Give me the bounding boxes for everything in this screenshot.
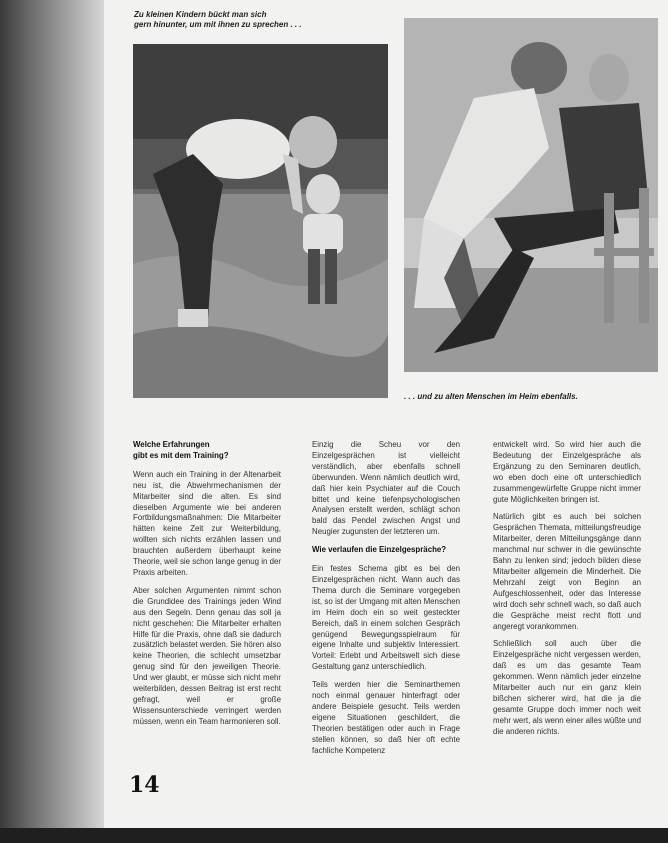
top-caption-line-2: gern hinunter, um mit ihnen zu sprechen . . . (134, 20, 302, 29)
section-heading-training-line-2: gibt es mit dem Training? (133, 450, 229, 460)
photo-woman-with-child (133, 44, 388, 398)
top-caption-line-1: Zu kleinen Kindern bückt man sich (134, 10, 267, 19)
paragraph: Schließlich soll auch über die Einzelgespräche nicht vergessen werden, daß es um das gesamte Team gekommen. Wenn nämlich jeder einzelne Mitarbeiter auch nur ein ganz klein bißchen sicherer wird, hat die ja die gesamte Gruppe doch immer noch weit mehr wert, als wenn einer alles wüßte und die anderen nichts. (493, 639, 641, 736)
section-heading-training-line-1: Welche Erfahrungen (133, 440, 210, 449)
paragraph: entwickelt wird. So wird hier auch die Bedeutung der Einzelgespräche als Ergänzung zu den Seminaren deutlich, wo eben doch eine oft unterschiedlich zusammengewürfelte Gruppe nicht immer gute Möglichkeiten bringen ist. (493, 440, 641, 504)
text-column-1 (133, 440, 281, 735)
photo-caregiver-with-elderly-man-illustration (404, 18, 658, 372)
paragraph: Ein festes Schema gibt es bei den Einzelgesprächen nicht. Wann auch das Thema durch die Seminare vorgegeben ist, so ist der Umgang mit alten Menschen im Heim doch ein so weit gesteckter Bereich, daß in einem solchen Gespräch genügend Bewegungsspielraum für eigene Inhalte und subjektiv Interessiert. Vorteil: Erlebt und Arbeitswelt sich diese Gestaltung ganz unterschiedlich. (312, 564, 460, 672)
section-heading-einzelgespraeche: Wie verlaufen die Einzelgespräche? (312, 545, 447, 555)
paragraph: Natürlich gibt es auch bei solchen Gesprächen Themata, mitteilungsfreudige Mitarbeiter, deren Mitteilungsgänge dann manchmal nur schwer in die gewünschte Bahn zu lenken sind; jedoch bilden diese Mitarbeiter allgemein die Minderheit. Die Mehrzahl zeigt von Beginn an Aufgeschlossenheit, oder das Interesse wird doch sehr schnell wach, so daß auch die Gespräche meist recht flott und angeregt vorankommen. (493, 512, 641, 631)
text-column-3 (493, 440, 641, 745)
photo-woman-with-child-illustration (133, 44, 388, 398)
section-heading-training (133, 440, 281, 462)
text-column-2 (312, 440, 460, 763)
page-number: 14 (129, 772, 160, 798)
top-caption (134, 10, 302, 30)
paragraph: Einzig die Scheu vor den Einzelgesprächen ist vielleicht verständlich, aber ebenfalls schnell überwunden. Wenn nämlich deutlich wird, daß hier kein Psychiater auf die Couch bittet und keine tiefenpsychologischen Analysen erstellt werden, schlägt schon bald das Pendel zwischen Angst und Neugier zugunsten der letzteren um. (312, 440, 460, 537)
scanner-shadow-left (0, 0, 104, 843)
paragraph: Wenn auch ein Training in der Altenarbeit neu ist, die Abwehrmechanismen der Mitarbeiter sind die alten. Es sind dieselben Argumente wie bei anderen Fortbildungsmaßnahmen: Die Mitarbeiter hätten keine Zeit zur Weiterbildung, wollten sich nichts erzählen lassen und brauchten außerdem überhaupt keine Theorie, weil sie schon lange genug in der Praxis arbeiten. (133, 469, 281, 577)
paragraph: Aber solchen Argumenten nimmt schon die Grundidee des Trainings jeden Wind aus den Segeln. Denn genau das soll ja nicht geschehen: Die Mitarbeiter erhalten Hilfe für die Praxis, ohne daß sie dadurch zusätzlich belastet werden. Sie hören also keine Theorien, die schlecht umsetzbar genug sind für den jeweiligen Theorie. Und wer glaubt, er müsse sich nicht mehr weiterbilden, dessen Beitrag ist erst recht gefragt, weil er große Wissensunterschiede verringert werden müssen, wenn ein Team harmonieren soll. (133, 585, 281, 726)
right-caption: . . . und zu alten Menschen im Heim ebenfalls. (404, 392, 578, 401)
photo-caregiver-with-elderly-man (404, 18, 658, 372)
paragraph: Teils werden hier die Seminarthemen noch einmal genauer hinterfragt oder andere Beispiele gesucht. Teils werden eigene Situationen geschildert, die Theorien bestätigen oder auch in Frage stellen können, so daß hier oft echte fachliche Kompetenz (312, 680, 460, 755)
scanner-shadow-bottom (0, 828, 668, 843)
